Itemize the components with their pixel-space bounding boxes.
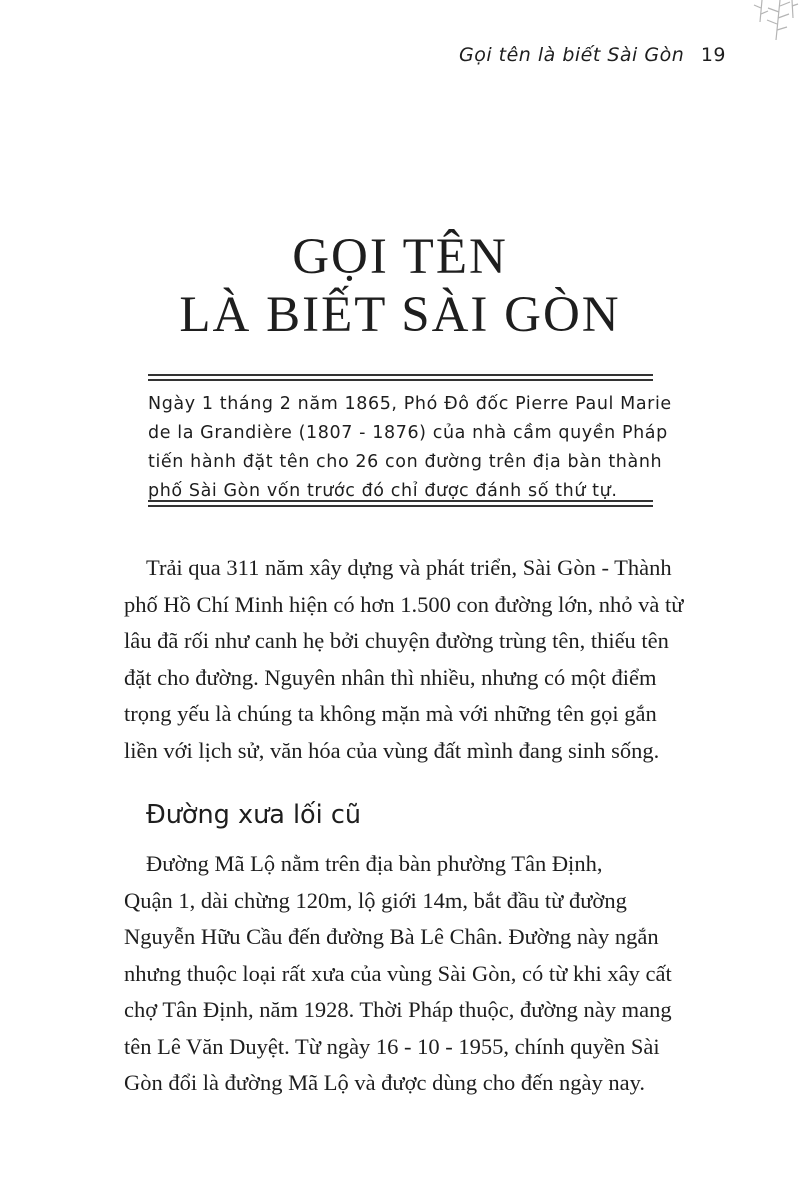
paragraph-line: lâu đã rối như canh hẹ bởi chuyện đường trùng tên, thiếu tên	[124, 628, 669, 653]
intro-line: de la Grandière (1807 - 1876) của nhà cầm quyền Pháp	[148, 423, 668, 443]
paragraph-line: tên Lê Văn Duyệt. Từ ngày 16 - 10 - 1955, chính quyền Sài	[124, 1033, 660, 1059]
intro-line: Ngày 1 tháng 2 năm 1865, Phó Đô đốc Pierre Paul Marie	[148, 394, 672, 414]
paragraph-2	[124, 846, 706, 1102]
intro-line: tiến hành đặt tên cho 26 con đường trên địa bàn thành	[148, 452, 663, 472]
intro-top-rule	[148, 374, 653, 381]
page-number: 19	[700, 44, 726, 66]
paragraph-line: Đường Mã Lộ nằm trên địa bàn phường Tân Định,	[146, 851, 603, 876]
paragraph-line: Gòn đổi là đường Mã Lộ và được dùng cho đến ngày nay.	[124, 1070, 645, 1095]
paragraph-line: Trải qua 311 năm xây dựng và phát triển, Sài Gòn - Thành	[146, 555, 672, 580]
running-header	[459, 44, 726, 66]
intro-bottom-rule	[148, 500, 653, 507]
paragraph-line: Quận 1, dài chừng 120m, lộ giới 14m, bắt đầu từ đường	[124, 887, 627, 913]
chapter-title-line-1: GỌI TÊN	[292, 229, 508, 285]
paragraph-line: Nguyễn Hữu Cầu đến đường Bà Lê Chân. Đường này ngắn	[124, 924, 659, 949]
intro-epigraph	[148, 390, 672, 506]
section-heading: Đường xưa lối cũ	[146, 800, 362, 830]
paragraph-line: nhưng thuộc loại rất xưa của vùng Sài Gòn, có từ khi xây cất	[124, 960, 672, 986]
intro-line: phố Sài Gòn vốn trước đó chỉ được đánh số thứ tự.	[148, 481, 618, 501]
paragraph-1	[124, 550, 706, 769]
chapter-title	[0, 228, 800, 344]
paragraph-line: phố Hồ Chí Minh hiện có hơn 1.500 con đường lớn, nhỏ và từ	[124, 591, 684, 617]
chapter-title-line-2: LÀ BIẾT SÀI GÒN	[179, 287, 621, 343]
paragraph-line: trọng yếu là chúng ta không mặn mà với những tên gọi gắn	[124, 701, 657, 726]
running-title: Gọi tên là biết Sài Gòn	[458, 44, 685, 66]
paragraph-line: đặt cho đường. Nguyên nhân thì nhiều, nhưng có một điểm	[124, 664, 657, 690]
paragraph-line: chợ Tân Định, năm 1928. Thời Pháp thuộc, đường này mang	[124, 997, 672, 1022]
paragraph-line: liền với lịch sử, văn hóa của vùng đất mình đang sinh sống.	[124, 737, 660, 763]
